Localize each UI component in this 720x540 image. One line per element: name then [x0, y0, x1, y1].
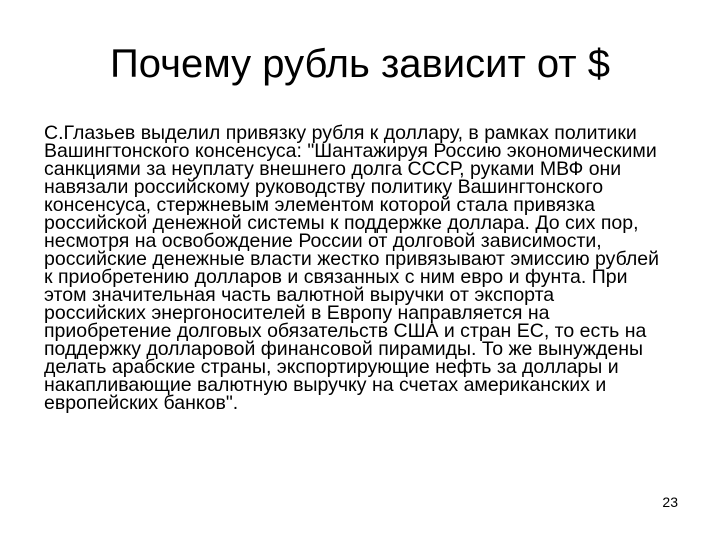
- body-line: консенсуса, стержневым элементом которой стала привязка: [44, 194, 596, 216]
- body-line: российских энергоносителей в Европу направляется на: [44, 302, 550, 324]
- body-line: этом значительная часть валютной выручки от экспорта: [44, 284, 555, 306]
- body-line: делать арабские страны, экспортирующие нефть за доллары и: [44, 356, 619, 378]
- body-line: европейских банков".: [44, 392, 239, 414]
- body-line: к приобретению долларов и связанных с ним евро и фунта. При: [44, 266, 628, 288]
- slide-number: 23: [662, 494, 678, 510]
- body-line: накапливающие валютную выручку на счетах американских и: [44, 374, 607, 396]
- body-line: российской денежной системы к поддержке доллара. До сих пор,: [44, 212, 639, 234]
- body-line: навязали российскому руководству политику Вашингтонского: [44, 176, 604, 198]
- body-line: поддержку долларовой финансовой пирамиды. То же вынуждены: [44, 338, 643, 360]
- body-line: несмотря на освобождение России от долговой зависимости,: [44, 230, 602, 252]
- slide-title: Почему рубль зависит от $: [110, 42, 610, 86]
- body-line: С.Глазьев выделил привязку рубля к доллару, в рамках политики: [44, 122, 637, 144]
- body-line: санкциями за неуплату внешнего долга СССР, руками МВФ они: [44, 158, 622, 180]
- body-line: российские денежные власти жестко привязывают эмиссию рублей: [44, 248, 660, 270]
- body-line: приобретение долговых обязательств США и стран ЕС, то есть на: [44, 320, 647, 342]
- slide-body-text: [44, 124, 684, 412]
- body-line: Вашингтонского консенсуса: "Шантажируя Россию экономическими: [44, 140, 657, 162]
